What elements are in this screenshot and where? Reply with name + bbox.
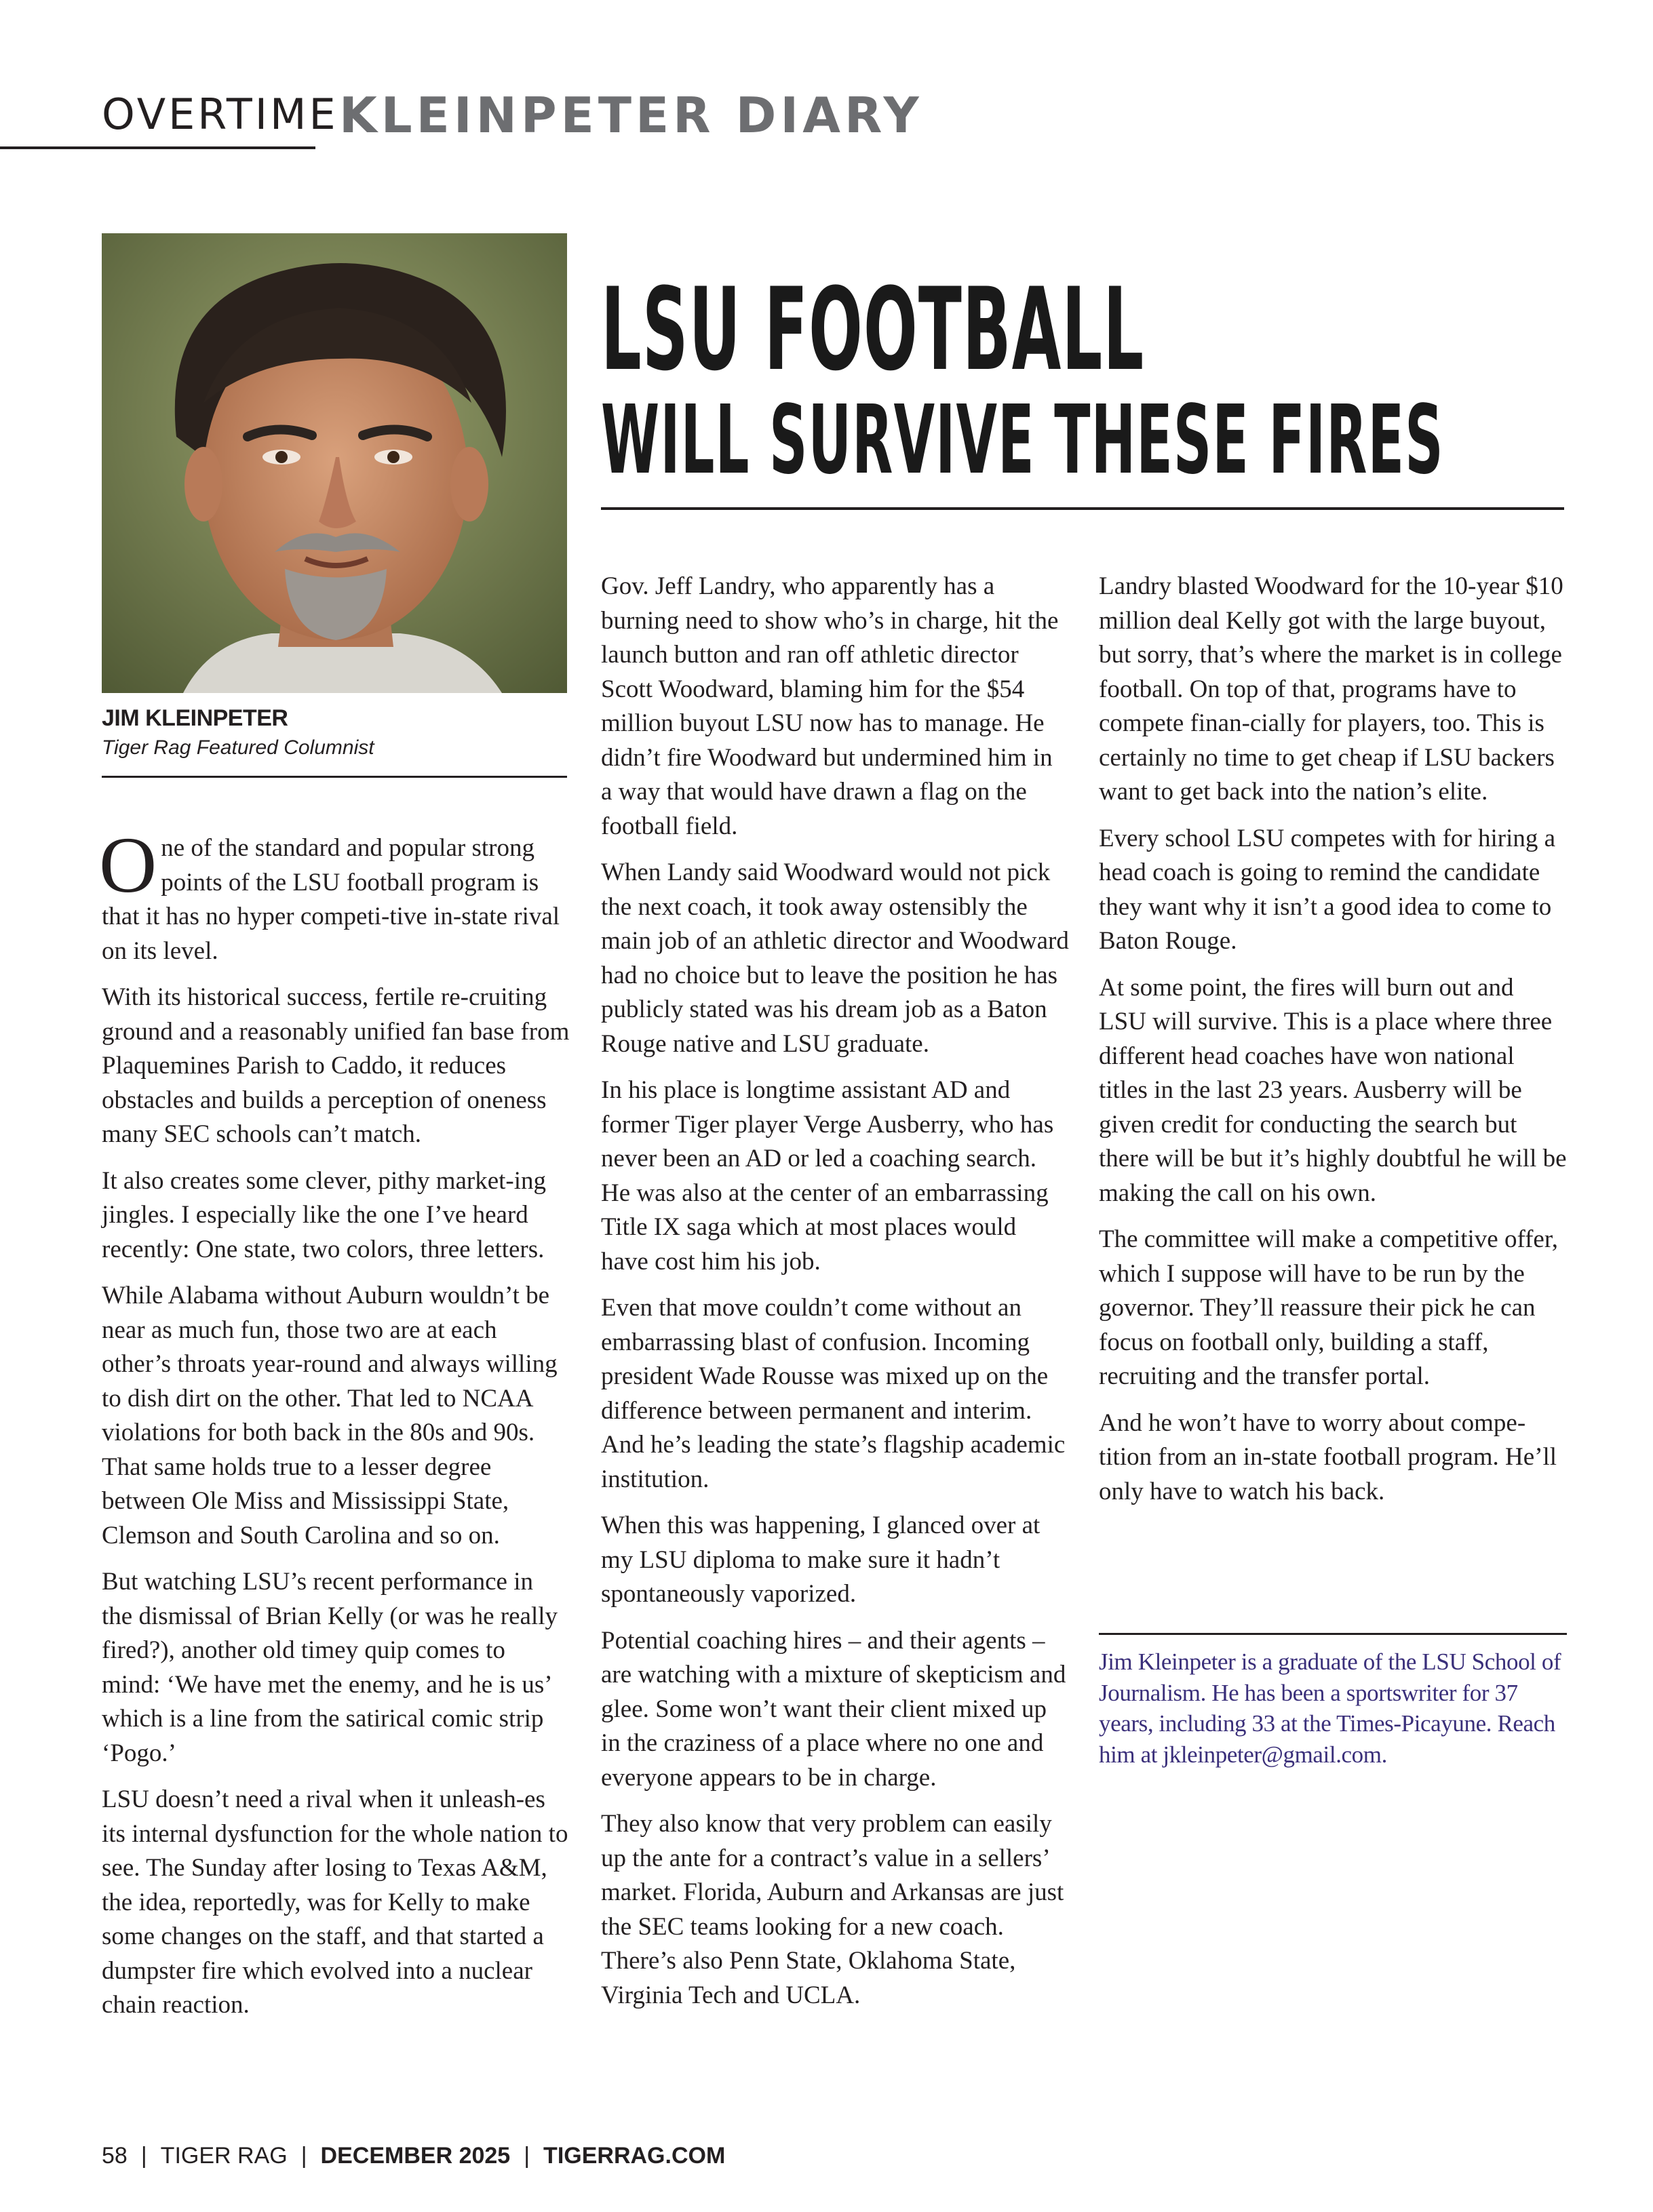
headline-rule	[601, 507, 1564, 510]
author-photo	[102, 233, 567, 693]
headline-line1: LSU FOOTBALL	[601, 263, 1145, 396]
paragraph: The committee will make a competitive offer, which I suppose will have to be run by the governor. They’ll reassure their pick he can focus on football only, building a staff, recruiting and the transfer portal.	[1099, 1225, 1558, 1390]
paragraph: One of the standard and popular strong points of the LSU football program is that it has no hyper competi-tive in-state rival on its level.	[99, 821, 560, 965]
header-rule	[0, 146, 315, 149]
paragraph: LSU doesn’t need a rival when it unleash-es its internal dysfunction for the whole nation to see. The Sunday after losing to Texas A&M, the idea, reportedly, was for Kelly to make some changes on the staff, and that started a dumpster fire which evolved into a nuclear chain reaction.	[102, 1785, 568, 2019]
article-column-2	[601, 570, 1069, 2025]
author-name: JIM KLEINPETER	[102, 705, 288, 731]
paragraph: When Landy said Woodward would not pick the next coach, it took away ostensibly the main job of an athletic director and Woodward had no choice but to leave the position he has publicly stated was his dream job as a Baton Rouge native and LSU graduate.	[601, 858, 1069, 1058]
bio-rule	[1099, 1633, 1567, 1635]
paragraph: At some point, the fires will burn out and LSU will survive. This is a place where three different head coaches have won national titles in the last 23 years. Ausberry will be given credit for conducting the search but there will be but it’s highly doubtful he will be making the call on his own.	[1099, 973, 1567, 1207]
paragraph: While Alabama without Auburn wouldn’t be near as much fun, those two are at each other’s throats year-round and always willing to dish dirt on the other. That led to NCAA violations for both back in the 80s and 90s. That same holds true to a lesser degree between Ole Miss and Mississippi State, Clemson and South Carolina and so on.	[102, 1282, 558, 1549]
paragraph: With its historical success, fertile re-cruiting ground and a reasonably unified fan base from Plaquemines Parish to Caddo, it reduces obstacles and builds a perception of oneness many SEC schools can’t match.	[102, 983, 570, 1148]
paragraph: Landry blasted Woodward for the 10-year $10 million deal Kelly got with the large buyout, but sorry, that’s where the market is in college football. On top of that, programs have to compete finan-cially for players, too. This is certainly no time to get cheap if LSU backers want to get back into the nation’s elite.	[1099, 572, 1563, 806]
drop-cap: O	[99, 821, 157, 909]
author-role: Tiger Rag Featured Columnist	[102, 736, 374, 759]
paragraph: But watching LSU’s recent performance in the dismissal of Brian Kelly (or was he really fired?), another old timey quip comes to mind: ‘We have met the enemy, and he is us’ which is a line from the satirical comic strip ‘Pogo.’	[102, 1568, 558, 1767]
paragraph: And he won’t have to worry about compe-tition from an in-state football program. He’ll only have to watch his back.	[1099, 1408, 1557, 1505]
column-title: KLEINPETER DIARY	[339, 87, 923, 144]
paragraph: Even that move couldn’t come without an embarrassing blast of confusion. Incoming president Wade Rousse was mixed up on the difference between permanent and interim. And he’s leading the state’s flagship academic institution.	[601, 1294, 1066, 1493]
paragraph: It also creates some clever, pithy market-ing jingles. I especially like the one I’ve heard recently: One state, two colors, three letters.	[102, 1166, 547, 1263]
paragraph: They also know that very problem can easily up the ante for a contract’s value in a sellers’ market. Florida, Auburn and Arkansas are just the SEC teams looking for a new coach. There’s also Penn State, Oklahoma State, Virginia Tech and UCLA.	[601, 1810, 1064, 2009]
page-number: 58	[102, 2143, 128, 2169]
issue-date: DECEMBER 2025	[320, 2143, 511, 2169]
paragraph: In his place is longtime assistant AD and former Tiger player Verge Ausberry, who has never been an AD or led a coaching search. He was also at the center of an embarrassing Title IX saga which at most places would have cost him his job.	[601, 1076, 1054, 1276]
article-column-3	[1099, 570, 1567, 1521]
headline-line2: WILL SURVIVE THESE FIRES	[601, 385, 1444, 496]
article-column-1	[99, 821, 570, 2035]
paragraph: Potential coaching hires – and their agents – are watching with a mixture of skepticism and glee. Some won’t want their client mixed up in the craziness of a place where no one and everyone appears to be in charge.	[601, 1626, 1066, 1792]
website-link[interactable]: TIGERRAG.COM	[543, 2143, 726, 2169]
author-bio: Jim Kleinpeter is a graduate of the LSU School of Journalism. He has been a sportswriter for 37 years, including 33 at the Times-Picayune. Reach him at jkleinpeter@gmail.com.	[1099, 1648, 1561, 1768]
paragraph: When this was happening, I glanced over at my LSU diploma to make sure it hadn’t spontaneously vaporized.	[601, 1512, 1041, 1608]
byline-rule	[102, 776, 567, 778]
section-label: OVERTIME	[102, 90, 338, 139]
paragraph: Every school LSU competes with for hiring a head coach is going to remind the candidate they want why it isn’t a good idea to come to Baton Rouge.	[1099, 824, 1556, 955]
publication-name: TIGER RAG	[160, 2143, 288, 2169]
paragraph: Gov. Jeff Landry, who apparently has a burning need to show who’s in charge, hit the launch button and ran off athletic director Scott Woodward, blaming him for the $54 million buyout LSU now has to manage. He didn’t fire Woodward but undermined him in a way that would have drawn a flag on the football field.	[601, 572, 1059, 840]
page-footer: 58 | TIGER RAG | DECEMBER 2025 | TIGERRAG.COM	[102, 2143, 726, 2169]
